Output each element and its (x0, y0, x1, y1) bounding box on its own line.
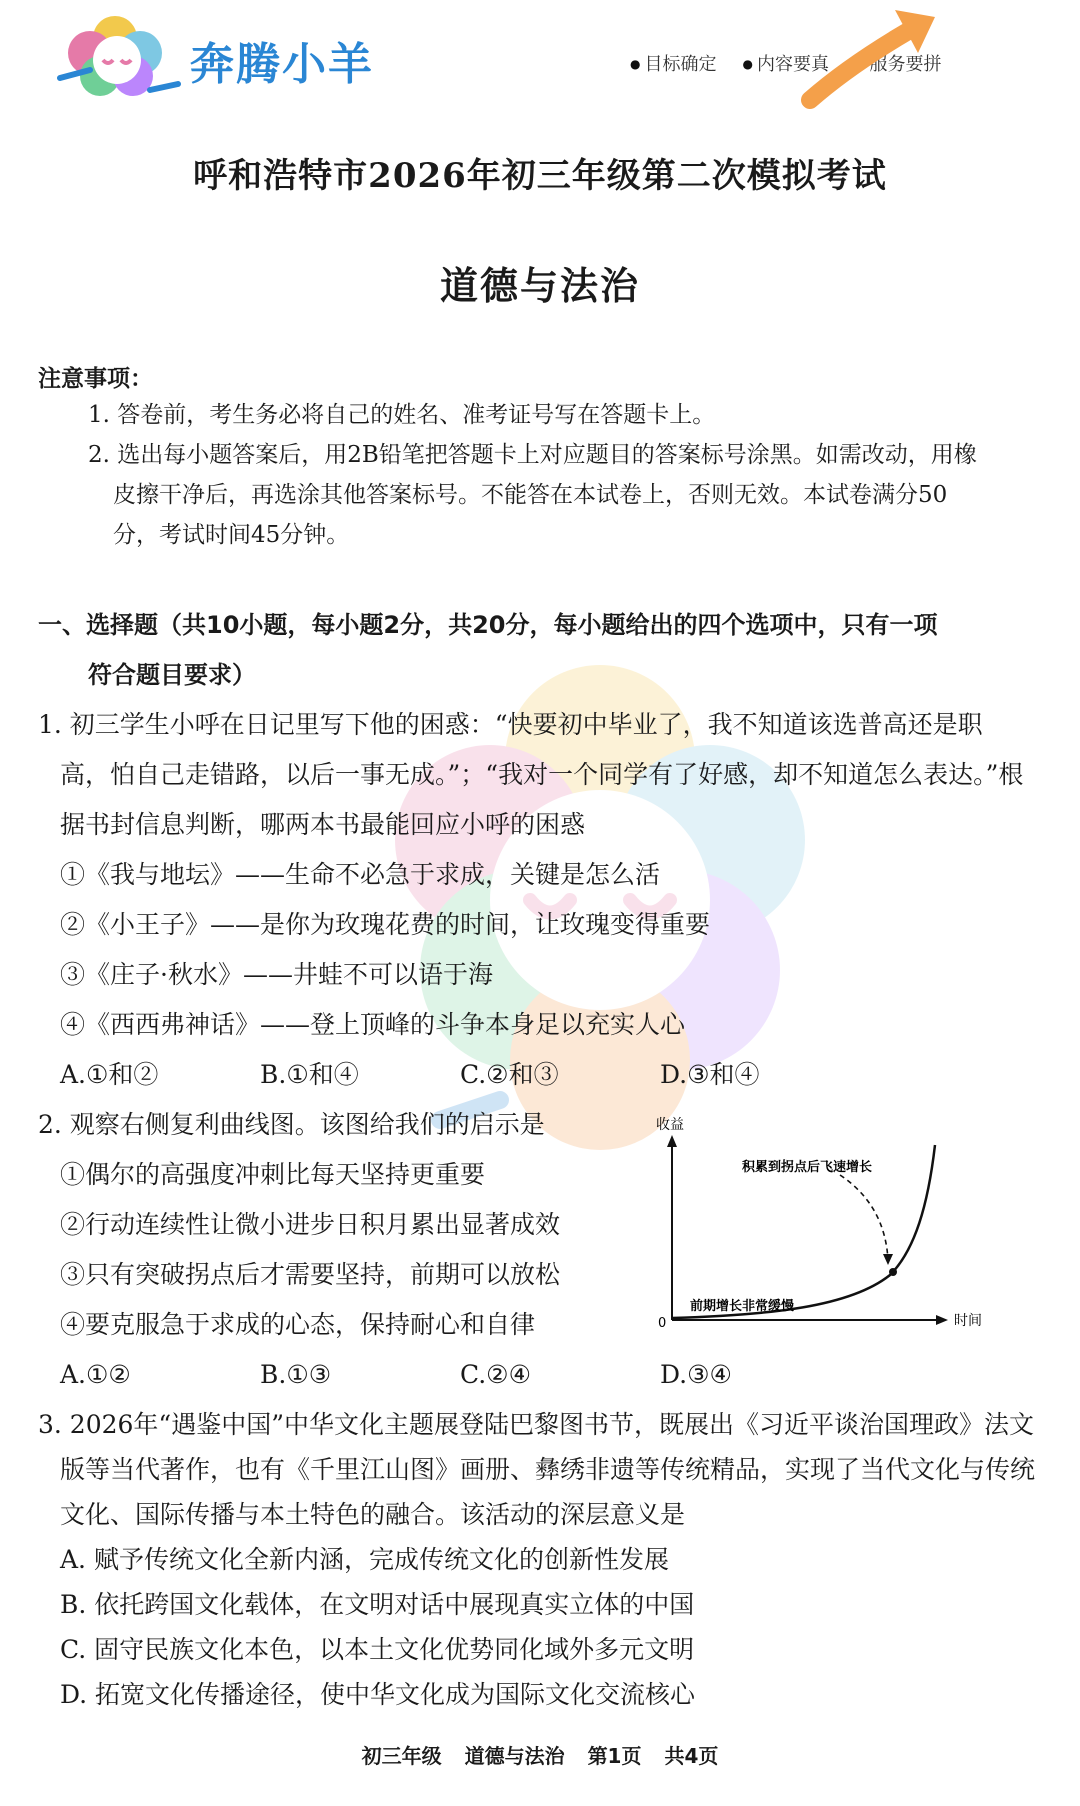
figure-y-arrow-icon (667, 1135, 677, 1147)
question-3-option-c: C. 固守民族文化本色，以本土文化优势同化域外多元文明 (60, 1635, 695, 1664)
question-1-choice-b: B.①和④ (260, 1060, 359, 1089)
question-1-line-2: 高，怕自己走错路，以后一事无成。”；“我对一个同学有了好感，却不知道怎么表达。”根 (60, 760, 1024, 789)
page-header (0, 0, 1080, 120)
question-2-choice-c: C.②④ (460, 1360, 532, 1389)
question-1-choice-a: A.①和② (60, 1060, 159, 1089)
figure-annotation-bottom: 前期增长非常缓慢 (690, 1299, 795, 1314)
figure-y-label: 收益 (656, 1117, 684, 1133)
note-item-1: 1. 答卷前，考生务必将自己的姓名、准考证号写在答题卡上。 (88, 402, 716, 428)
question-2-choice-a: A.①② (60, 1360, 131, 1389)
question-3-option-a: A. 赋予传统文化全新内涵，完成传统文化的创新性发展 (60, 1545, 669, 1574)
question-1-item-4: ④《西西弗神话》——登上顶峰的斗争本身足以充实人心 (60, 1010, 686, 1039)
section-heading (38, 600, 1048, 700)
exam-title: 呼和浩特市2026年初三年级第二次模拟考试 (193, 156, 887, 196)
figure-dashed-pointer (840, 1175, 888, 1260)
footer-subject: 道德与法治 (464, 1744, 565, 1768)
footer-page: 第1页 (587, 1744, 642, 1768)
question-2-choices (60, 1350, 860, 1400)
figure-pointer-arrow-icon (883, 1254, 893, 1265)
question-1-line-1: 1. 初三学生小呼在日记里写下他的困惑：“快要初中毕业了，我不知道该选普高还是职 (38, 710, 983, 739)
note-item-2-line-2: 皮擦干净后，再选涂其他答案标号。不能答在本试卷上，否则无效。本试卷满分50 (113, 482, 948, 508)
page-footer (0, 1740, 1080, 1769)
exam-subject: 道德与法治 (439, 263, 640, 308)
brand-name: 奔腾小羊 (190, 39, 374, 90)
question-2-stem: 2. 观察右侧复利曲线图。该图给我们的启示是 (38, 1110, 545, 1139)
question-1-item-3: ③《庄子·秋水》——井蛙不可以语于海 (60, 960, 493, 989)
brand-logo-icon (55, 8, 185, 103)
question-3-option-d: D. 拓宽文化传播途径，使中华文化成为国际文化交流核心 (60, 1680, 696, 1709)
compound-growth-figure (650, 1115, 990, 1345)
question-2-item-1: ①偶尔的高强度冲刺比每天坚持更重要 (60, 1160, 486, 1189)
question-1-choices (60, 1050, 860, 1100)
question-2-item-3: ③只有突破拐点后才需要坚持，前期可以放松 (60, 1260, 561, 1289)
slogan-3: ● 服务要拼 (855, 50, 941, 76)
question-3-line-3: 文化、国际传播与本土特色的融合。该活动的深层意义是 (60, 1500, 686, 1529)
question-3-line-1: 3. 2026年“遇鉴中国”中华文化主题展登陆巴黎图书节，既展出《习近平谈治国理政》法文 (38, 1410, 1034, 1439)
note-item-2-line-3: 分，考试时间45分钟。 (113, 522, 350, 548)
section-heading-line-1: 一、选择题（共10小题，每小题2分，共20分，每小题给出的四个选项中，只有一项 (38, 611, 938, 639)
question-3-line-2: 版等当代著作，也有《千里江山图》画册、彝绣非遗等传统精品，实现了当代文化与传统 (60, 1455, 1036, 1484)
question-1-item-2: ②《小王子》——是你为玫瑰花费的时间，让玫瑰变得重要 (60, 910, 711, 939)
footer-grade: 初三年级 (361, 1744, 442, 1768)
figure-x-label: 时间 (954, 1313, 982, 1329)
arrow-icon (790, 5, 940, 115)
section-heading-line-2: 符合题目要求） (88, 661, 256, 689)
question-1-choice-d: D.③和④ (660, 1060, 760, 1089)
question-2-choice-b: B.①③ (260, 1360, 332, 1389)
footer-total: 共4页 (664, 1744, 719, 1768)
slogan-1: ● 目标确定 (630, 50, 716, 76)
note-item-2-line-1: 2. 选出每小题答案后，用2B铅笔把答题卡上对应题目的答案标号涂黑。如需改动，用橡 (88, 442, 977, 468)
notes-heading: 注意事项： (38, 366, 153, 392)
question-1-choice-c: C.②和③ (460, 1060, 559, 1089)
figure-x-arrow-icon (936, 1315, 948, 1325)
question-1-item-1: ①《我与地坛》——生命不必急于求成，关键是怎么活 (60, 860, 661, 889)
slogan-2: ● 内容要真 (742, 50, 828, 76)
question-1-line-3: 据书封信息判断，哪两本书最能回应小呼的困惑 (60, 810, 586, 839)
question-2-item-4: ④要克服急于求成的心态，保持耐心和自律 (60, 1310, 536, 1339)
question-2-item-2: ②行动连续性让微小进步日积月累出显著成效 (60, 1210, 561, 1239)
question-2-choice-d: D.③④ (660, 1360, 732, 1389)
question-3-option-b: B. 依托跨国文化载体，在文明对话中展现真实立体的中国 (60, 1590, 695, 1619)
figure-origin: 0 (658, 1316, 667, 1331)
figure-turning-point (889, 1268, 897, 1276)
figure-annotation-top: 积累到拐点后飞速增长 (742, 1160, 873, 1175)
